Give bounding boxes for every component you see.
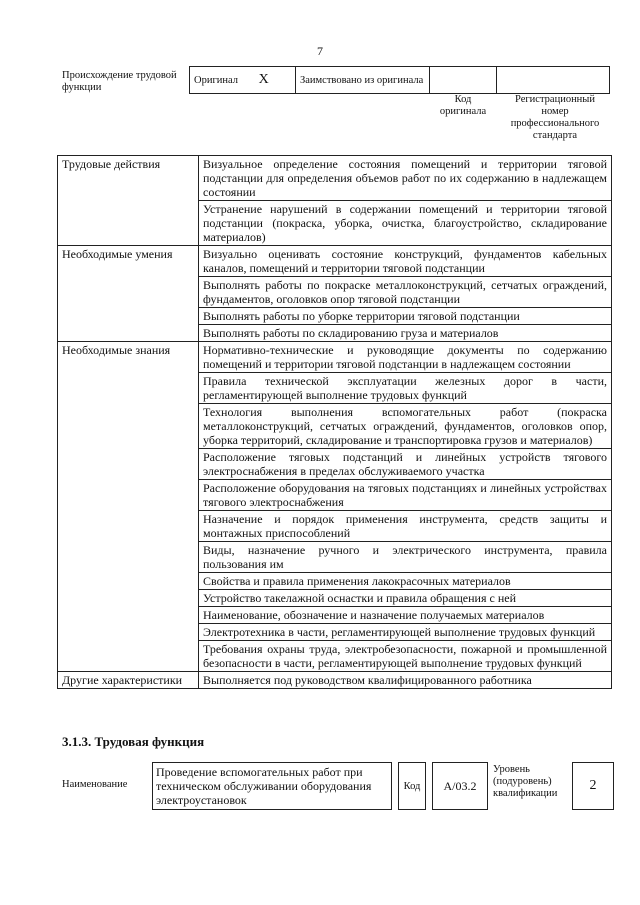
knowledge-item: Наименование, обозначение и назначение получаемых материалов	[199, 607, 612, 624]
knowledge-item: Устройство такелажной оснастки и правила обращения с ней	[199, 590, 612, 607]
table-row	[58, 342, 612, 373]
qualification-level-label: Уровень (подуровень) квалификации	[493, 764, 558, 799]
skill-item: Визуально оценивать состояние конструкций, фундаментов кабельных каналов, помещений и территории тяговой подстанции	[199, 246, 612, 277]
knowledge-item: Технология выполнения вспомогательных работ (покраска металлоконструкций, сетчатых ограждений, фундаментов, оголовков опор, уборка территорий, складирование и транспортировка грузов и материалов)	[199, 404, 612, 449]
code-label: Код	[398, 762, 426, 810]
original-cell	[190, 67, 296, 94]
registration-caption: Регистрационный номер профессионального стандарта	[510, 94, 600, 141]
origin-label: Происхождение трудовой функции	[62, 70, 177, 93]
knowledge-item: Расположение тяговых подстанций и линейных устройств тягового электроснабжения в пределах обслуживаемого участка	[199, 449, 612, 480]
skill-item: Выполнять работы по уборке территории тяговой подстанции	[199, 308, 612, 325]
table-row	[58, 672, 612, 689]
original-mark: X	[258, 72, 269, 87]
knowledge-item: Свойства и правила применения лакокрасочных материалов	[199, 573, 612, 590]
knowledge-item: Нормативно-технические и руководящие документы по содержанию помещений и территории тяговой подстанции в надлежащем состоянии	[199, 342, 612, 373]
code-caption: Код оригинала	[439, 94, 487, 117]
qualification-level-value: 2	[572, 762, 614, 810]
other-characteristics-item: Выполняется под руководством квалифицированного работника	[199, 672, 612, 689]
labor-action-item: Устранение нарушений в содержании помещений и территории тяговой подстанции (покраска, уборка, очистка, благоустройство, складирование материалов)	[199, 201, 612, 246]
skills-label: Необходимые умения	[58, 246, 199, 342]
table-row	[58, 156, 612, 201]
page-number: 7	[317, 44, 323, 58]
labor-actions-label: Трудовые действия	[58, 156, 199, 246]
original-code-cell	[430, 67, 497, 94]
knowledge-item: Назначение и порядок применения инструмента, средств защиты и монтажных приспособлений	[199, 511, 612, 542]
knowledge-item: Требования охраны труда, электробезопасности, пожарной и промышленной безопасности в части, регламентирующей выполнение трудовых функций	[199, 641, 612, 672]
knowledge-item: Правила технической эксплуатации железных дорог в части, регламентирующей выполнение трудовых функций	[199, 373, 612, 404]
knowledge-item: Расположение оборудования на тяговых подстанциях и линейных устройствах тягового электроснабжения	[199, 480, 612, 511]
knowledge-label: Необходимые знания	[58, 342, 199, 672]
skill-item: Выполнять работы по покраске металлоконструкций, сетчатых ограждений, фундаментов, оголовков опор тяговой подстанции	[199, 277, 612, 308]
borrowed-cell: Заимствовано из оригинала	[296, 67, 430, 94]
requirements-table	[57, 155, 612, 689]
section-title: 3.1.3. Трудовая функция	[62, 734, 205, 749]
registration-number-cell	[497, 67, 610, 94]
table-row	[58, 246, 612, 277]
knowledge-item: Электротехника в части, регламентирующей выполнение трудовых функций	[199, 624, 612, 641]
skill-item: Выполнять работы по складированию груза и материалов	[199, 325, 612, 342]
labor-action-item: Визуальное определение состояния помещений и территории тяговой подстанции для определения объемов работ по их содержанию в надлежащем состоянии	[199, 156, 612, 201]
other-characteristics-label: Другие характеристики	[58, 672, 199, 689]
name-label: Наименование	[62, 779, 128, 790]
original-label: Оригинал	[194, 75, 238, 86]
knowledge-item: Виды, назначение ручного и электрического инструмента, правила пользования им	[199, 542, 612, 573]
function-name: Проведение вспомогательных работ при техническом обслуживании оборудования электроустановок	[152, 762, 392, 810]
origin-table	[189, 66, 610, 94]
code-value: A/03.2	[432, 762, 488, 810]
